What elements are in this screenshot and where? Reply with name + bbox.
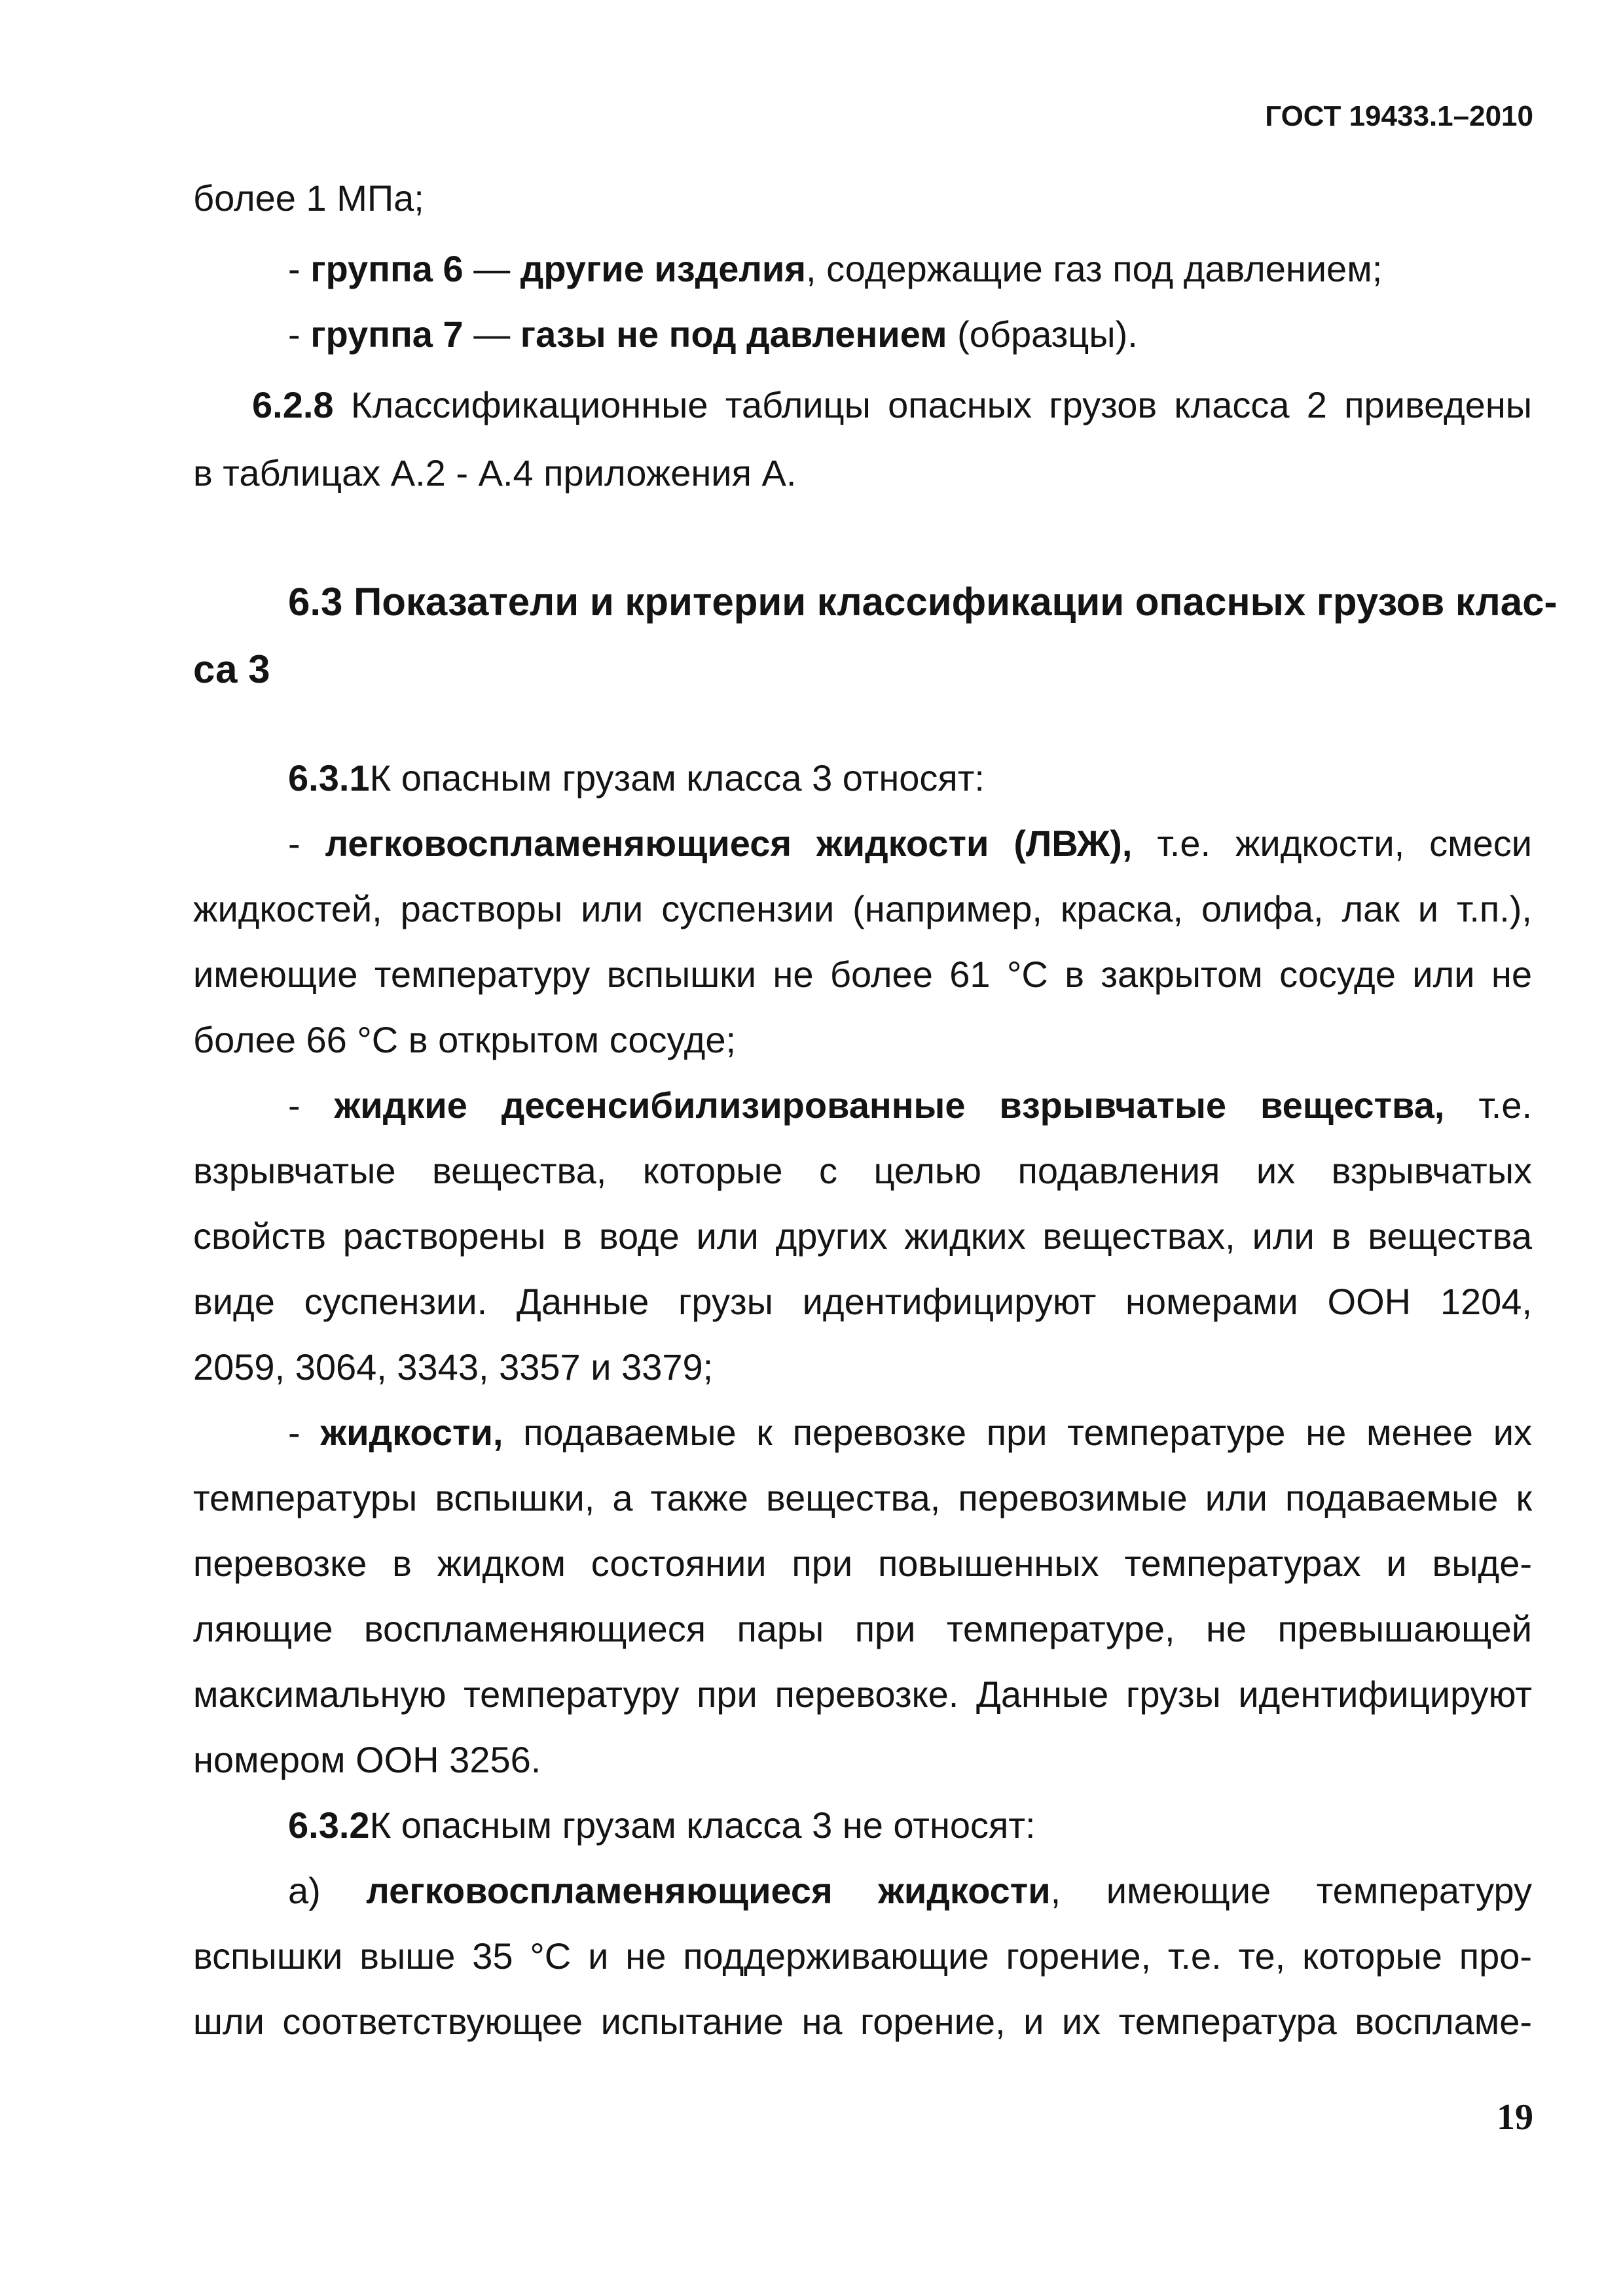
item1-line2: жидкостей, растворы или суспензии (например, краска, олифа, лак и т.п.), — [193, 888, 1532, 929]
p628-line1-text: Классификационные таблицы опасных грузов класса 2 приведены — [333, 384, 1532, 425]
item1-line3: имеющие температуру вспышки не более 61 °С в закрытом сосуде или не — [193, 954, 1532, 995]
item3-line1 — [288, 1410, 1532, 1456]
item3-line4: ляющие воспламеняющиеся пары при температуре, не превышающей — [193, 1608, 1532, 1649]
continuation-line: более 1 МПа; — [193, 177, 424, 219]
item3-line5: максимальную температуру при перевозке. Данные грузы идентифицируют — [193, 1674, 1532, 1715]
group-6-item — [288, 246, 1532, 292]
group-6-name: другие изделия — [520, 248, 807, 289]
section-6-3-heading-line1 — [288, 577, 1558, 627]
group-7-dash: - — [288, 314, 311, 355]
document-standard-header: ГОСТ 19433.1–2010 — [1265, 100, 1533, 132]
p631-intro-text: К опасным грузам класса 3 относят: — [369, 757, 985, 798]
group-6-label: группа 6 — [310, 248, 464, 289]
group-7-label: группа 7 — [310, 314, 464, 355]
clause-number-6-3-2: 6.3.2 — [288, 1804, 370, 1846]
section-6-3-heading-line2: са 3 — [193, 647, 270, 691]
paragraph-6-2-8-line2: в таблицах А.2 - А.4 приложения А. — [193, 452, 797, 493]
p632-intro-text: К опасным грузам класса 3 не относят: — [369, 1804, 1036, 1846]
item1-line1-rest: т.е. жидкости, смеси — [1157, 823, 1533, 864]
group-6-sep: — — [463, 248, 520, 289]
section-6-3-heading — [288, 577, 1558, 627]
item3-line6: номером ООН 3256. — [193, 1739, 541, 1780]
item1-bold-term: легковоспламеняющиеся жидкости (ЛВЖ), — [325, 823, 1133, 864]
section-6-3-title-line1: Показатели и критерии классификации опасных грузов клас- — [354, 580, 1558, 624]
paragraph-6-3-1-intro — [288, 755, 1532, 801]
item2-line3: свойств растворены в воде или других жидких веществах, или в вещества — [193, 1215, 1532, 1257]
item3-bold-term: жидкости, — [320, 1412, 503, 1453]
section-6-3-number: 6.3 — [288, 580, 343, 624]
group-6-rest: , содержащие газ под давлением; — [806, 248, 1383, 289]
item2-line5: 2059, 3064, 3343, 3357 и 3379; — [193, 1346, 714, 1388]
item3-line3: перевозке в жидком состоянии при повышенных температурах и выде- — [193, 1543, 1532, 1584]
item-a-bold-term: легковоспламеняющиеся жидкости — [366, 1870, 1051, 1911]
item3-line1-rest: подаваемые к перевозке при температуре не менее их — [523, 1412, 1532, 1453]
page-number: 19 — [1497, 2097, 1533, 2138]
item2-line1-rest: т.е. — [1478, 1085, 1533, 1126]
clause-number-6-2-8: 6.2.8 — [252, 384, 334, 425]
item3-dash: - — [288, 1412, 301, 1453]
item2-line1 — [288, 1083, 1532, 1128]
item2-line4: виде суспензии. Данные грузы идентифицируют номерами ООН 1204, — [193, 1281, 1532, 1322]
item-a-prefix: а) — [288, 1870, 321, 1911]
group-7-name: газы не под давлением — [520, 314, 947, 355]
item1-dash: - — [288, 823, 301, 864]
group-7-sep: — — [463, 314, 520, 355]
paragraph-6-2-8-line1 — [252, 382, 1532, 428]
item3-line2: температуры вспышки, а также вещества, перевозимые или подаваемые к — [193, 1477, 1532, 1518]
paragraph-6-3-2-intro — [288, 1803, 1532, 1848]
item-a-line1-rest: , имеющие температуру — [1050, 1870, 1532, 1911]
clause-number-6-3-1: 6.3.1 — [288, 757, 370, 798]
item-a-line3: шли соответствующее испытание на горение, и их температура воспламе- — [193, 2001, 1532, 2042]
item-a-line1 — [288, 1868, 1532, 1914]
item2-line2: взрывчатые вещества, которые с целью подавления их взрывчатых — [193, 1150, 1532, 1191]
item1-line4: более 66 °С в открытом сосуде; — [193, 1019, 737, 1060]
item-a-line2: вспышки выше 35 °С и не поддерживающие горение, т.е. те, которые про- — [193, 1935, 1532, 1977]
item2-dash: - — [288, 1085, 301, 1126]
group-7-rest: (образцы). — [947, 314, 1138, 355]
group-7-item — [288, 312, 1532, 357]
item2-bold-term: жидкие десенсибилизированные взрывчатые вещества, — [334, 1085, 1445, 1126]
group-6-dash: - — [288, 248, 311, 289]
item1-line1 — [288, 821, 1532, 867]
